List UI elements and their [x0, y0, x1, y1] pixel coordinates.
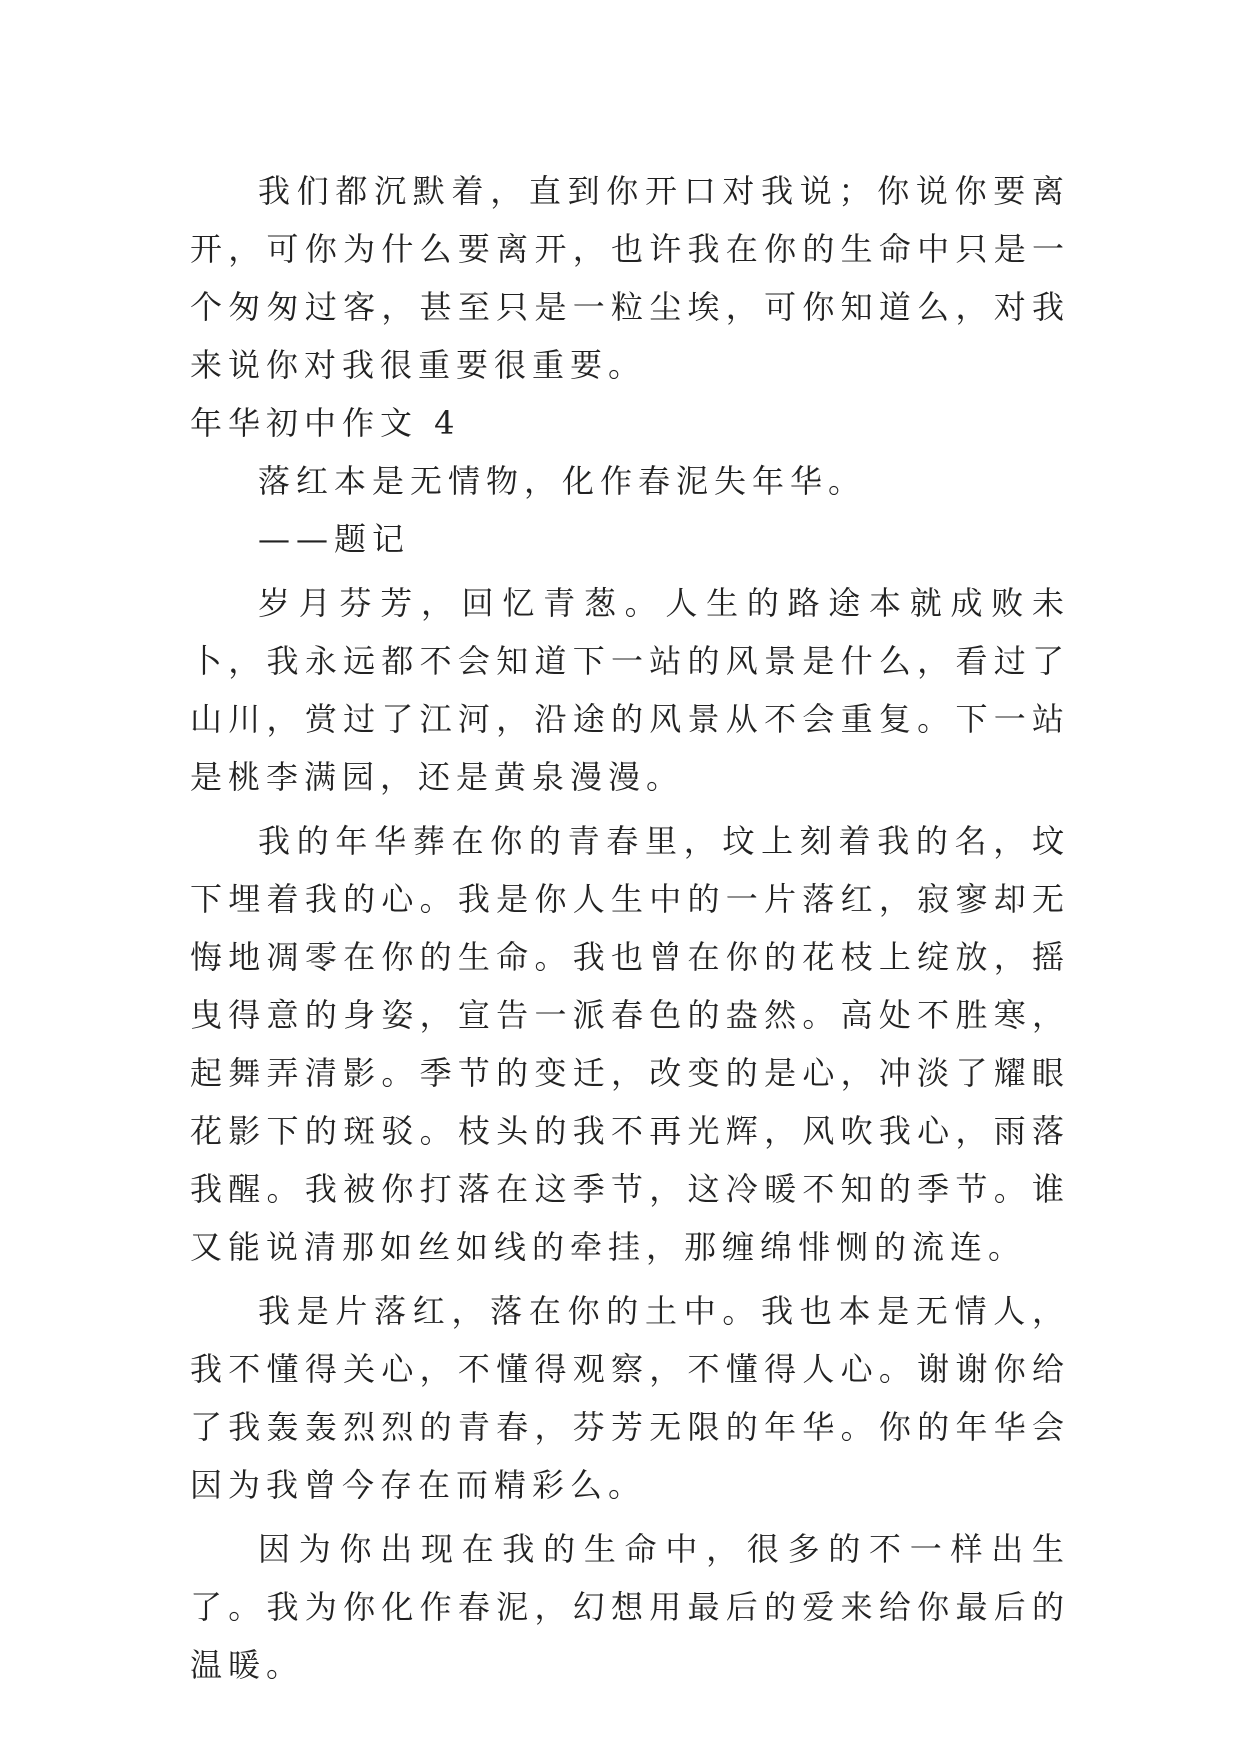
paragraph-3: 我的年华葬在你的青春里，坟上刻着我的名，坟下埋着我的心。我是你人生中的一片落红，寂寥却无悔地凋零在你的生命。我也曾在你的花枝上绽放，摇曳得意的身姿，宣告一派春色的盎然。高处不胜寒，起舞弄清影。季节的变迁，改变的是心，冲淡了耀眼花影下的斑驳。枝头的我不再光辉，风吹我心，雨落我醒。我被你打落在这季节，这冷暖不知的季节。谁又能说清那如丝如线的牵挂，那缠绵悱恻的流连。	[190, 822, 1070, 1266]
paragraph-5: 因为你出现在我的生命中，很多的不一样出生了。我为你化作春泥，幻想用最后的爱来给你最后的温暖。	[190, 1530, 1070, 1684]
paragraph-4: 我是片落红，落在你的土中。我也本是无情人，我不懂得关心，不懂得观察，不懂得人心。谢谢你给了我轰轰烈烈的青春，芬芳无限的年华。你的年华会因为我曾今存在而精彩么。	[190, 1292, 1070, 1504]
document-page	[190, 162, 1070, 1700]
epigraph-attribution: ——题记	[258, 520, 411, 558]
section-heading: 年华初中作文 4	[190, 404, 461, 442]
paragraph-1: 我们都沉默着，直到你开口对我说；你说你要离开，可你为什么要离开，也许我在你的生命中只是一个匆匆过客，甚至只是一粒尘埃，可你知道么，对我来说你对我很重要很重要。	[190, 172, 1070, 384]
paragraph-2: 岁月芬芳，回忆青葱。人生的路途本就成败未卜，我永远都不会知道下一站的风景是什么，看过了山川，赏过了江河，沿途的风景从不会重复。下一站是桃李满园，还是黄泉漫漫。	[190, 584, 1070, 796]
epigraph: 落红本是无情物，化作春泥失年华。	[258, 462, 867, 500]
